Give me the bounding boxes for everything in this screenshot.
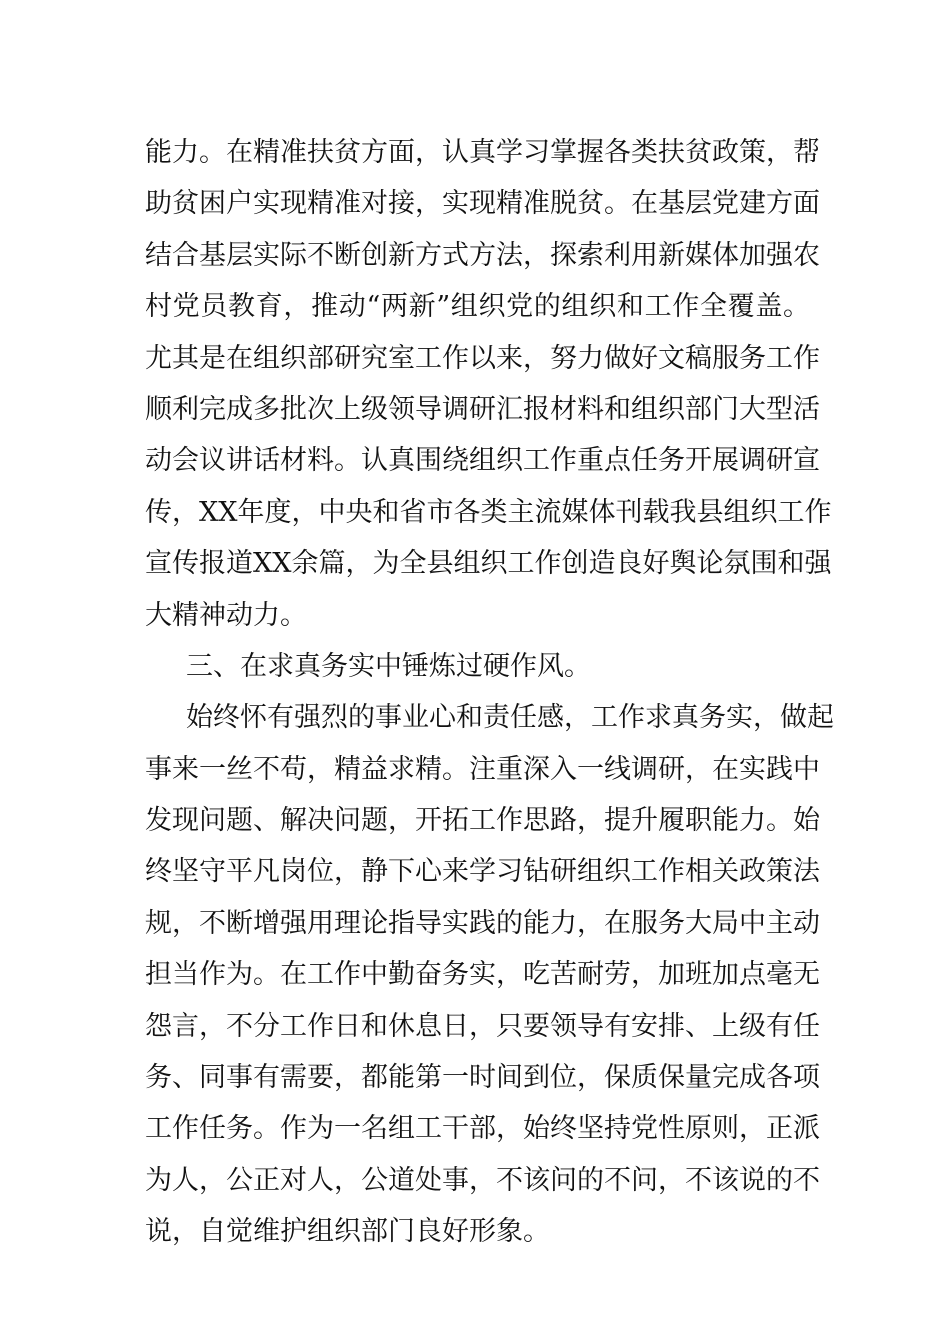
text-line: 事来一丝不苟，精益求精。注重深入一线调研，在实践中: [145, 753, 820, 785]
text-line: 能力。在精准扶贫方面，认真学习掌握各类扶贫政策，帮: [145, 137, 820, 168]
text-line: 为人，公正对人，公道处事，不该问的不问，不该说的不: [145, 1164, 820, 1196]
text-line: 工作任务。作为一名组工干部，始终坚持党性原则，正派: [145, 1113, 820, 1145]
text-line: 担当作为。在工作中勤奋务实，吃苦耐劳，加班加点毫无: [145, 959, 820, 991]
text-line: 发现问题、解决问题，开拓工作思路，提升履职能力。始: [145, 805, 820, 837]
text-line: 务、同事有需要，都能第一时间到位，保质保量完成各项: [145, 1062, 820, 1094]
text-line: 助贫困户实现精准对接，实现精准脱贫。在基层党建方面: [145, 188, 820, 220]
text-line: 大精神动力。: [145, 599, 307, 631]
text-line: 说，自觉维护组织部门良好形象。: [145, 1216, 550, 1248]
text-line: 规，不断增强用理论指导实践的能力，在服务大局中主动: [145, 907, 820, 939]
text-line: 动会议讲话材料。认真围绕组织工作重点任务开展调研宣: [145, 445, 820, 477]
section-heading: 三、在求真务实中锤炼过硬作风。: [186, 650, 591, 682]
body-text: [145, 127, 834, 1258]
text-line: 怨言，不分工作日和休息日，只要领导有安排、上级有任: [145, 1010, 820, 1042]
text-line: 宣传报道XX余篇，为全县组织工作创造良好舆论氛围和强: [145, 548, 832, 580]
text-line: 终坚守平凡岗位，静下心来学习钻研组织工作相关政策法: [145, 856, 820, 888]
text-line: 尤其是在组织部研究室工作以来，努力做好文稿服务工作: [145, 342, 820, 374]
text-line: 传，XX年度，中央和省市各类主流媒体刊载我县组织工作: [145, 496, 832, 528]
text-line: 顺利完成多批次上级领导调研汇报材料和组织部门大型活: [145, 393, 820, 425]
text-line: 村党员教育，推动“两新”组织党的组织和工作全覆盖。: [145, 291, 810, 323]
text-line: 始终怀有强烈的事业心和责任感，工作求真务实，做起: [186, 702, 834, 734]
text-line: 结合基层实际不断创新方式方法，探索利用新媒体加强农: [145, 239, 820, 271]
